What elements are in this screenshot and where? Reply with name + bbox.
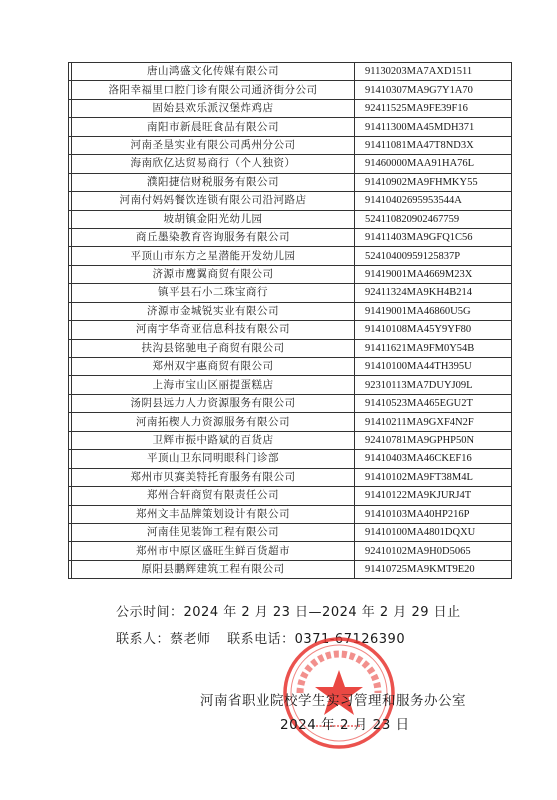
credit-code: 91410307MA9G7Y1A70 [355, 81, 512, 99]
credit-code: 91410403MA46CKEF16 [355, 450, 512, 468]
credit-code: 91410100MA4801DQXU [355, 523, 512, 541]
credit-code: 91411081MA47T8ND3X [355, 136, 512, 154]
credit-code: 91410402695953544A [355, 192, 512, 210]
table-row [69, 431, 512, 449]
company-name: 郑州合轩商贸有限责任公司 [72, 487, 355, 505]
credit-code: 92411324MA9KH4B214 [355, 284, 512, 302]
company-name: 平顶山市东方之星潜能开发幼儿园 [72, 247, 355, 265]
table-row [69, 265, 512, 283]
table-row [69, 505, 512, 523]
contact-person: 联系人：蔡老师 [116, 632, 211, 647]
table-row [69, 99, 512, 117]
credit-code: 52410400959125837P [355, 247, 512, 265]
table-row [69, 523, 512, 541]
table-row [69, 450, 512, 468]
table-row [69, 468, 512, 486]
table-row [69, 487, 512, 505]
credit-code: 91460000MAA91HA76L [355, 155, 512, 173]
credit-code: 91411621MA9FM0Y54B [355, 339, 512, 357]
company-name: 郑州双宇惠商贸有限公司 [72, 358, 355, 376]
table-row [69, 136, 512, 154]
table-row [69, 413, 512, 431]
credit-code: 91410122MA9KJURJ4T [355, 487, 512, 505]
credit-code: 91419001MA4669M23X [355, 265, 512, 283]
table-row [69, 339, 512, 357]
company-name: 坡胡镇金阳光幼儿园 [72, 210, 355, 228]
table-row [69, 81, 512, 99]
credit-code: 92411525MA9FE39F16 [355, 99, 512, 117]
table-row [69, 210, 512, 228]
table-row [69, 394, 512, 412]
table-row [69, 321, 512, 339]
credit-code: 91410108MA45Y9YF80 [355, 321, 512, 339]
company-name: 商丘墨染教育咨询服务有限公司 [72, 228, 355, 246]
table-row [69, 284, 512, 302]
company-table-body [69, 63, 512, 579]
credit-code: 92410102MA9H0D5065 [355, 542, 512, 560]
company-name: 南阳市新晨旺食品有限公司 [72, 118, 355, 136]
company-name: 原阳县鹏辉建筑工程有限公司 [72, 560, 355, 578]
table-row [69, 192, 512, 210]
company-name: 扶沟县铭驰电子商贸有限公司 [72, 339, 355, 357]
credit-code: 91411300MA45MDH371 [355, 118, 512, 136]
company-table [68, 62, 512, 579]
company-name: 济源市金城锐实业有限公司 [72, 302, 355, 320]
credit-code: 91410523MA465EGU2T [355, 394, 512, 412]
company-name: 唐山鸿盛文化传媒有限公司 [72, 63, 355, 81]
company-name: 郑州市中原区盛旺生鲜百货超市 [72, 542, 355, 560]
company-name: 河南佳见装饰工程有限公司 [72, 523, 355, 541]
publicity-period: 公示时间：2024 年 2 月 23 日—2024 年 2 月 29 日止 [116, 605, 461, 620]
table-row [69, 173, 512, 191]
company-name: 固始县欢乐派汉堡炸鸡店 [72, 99, 355, 117]
company-name: 河南付妈妈餐饮连锁有限公司沿河路店 [72, 192, 355, 210]
contact-phone: 联系电话：0371-67126390 [227, 632, 406, 647]
company-name: 上海市宝山区丽提蛋糕店 [72, 376, 355, 394]
issue-date: 2024 年 2 月 23 日 [280, 717, 410, 733]
credit-code: 91411403MA9GFQ1C56 [355, 228, 512, 246]
credit-code: 91130203MA7AXD1511 [355, 63, 512, 81]
company-name: 海南欣亿达贸易商行（个人独资） [72, 155, 355, 173]
credit-code: 91410100MA44TH395U [355, 358, 512, 376]
company-name: 卫辉市振中路斌的百货店 [72, 431, 355, 449]
issuing-office: 河南省职业院校学生实习管理和服务办公室 [200, 693, 466, 709]
table-row [69, 358, 512, 376]
table-row [69, 63, 512, 81]
company-name: 河南宇华奇亚信息科技有限公司 [72, 321, 355, 339]
credit-code: 91410902MA9FHMKY55 [355, 173, 512, 191]
company-name: 镇平县石小二珠宝商行 [72, 284, 355, 302]
table-row [69, 228, 512, 246]
company-name: 汤阴县远力人力资源服务有限公司 [72, 394, 355, 412]
credit-code: 91410725MA9KMT9E20 [355, 560, 512, 578]
credit-code: 91410211MA9GXF4N2F [355, 413, 512, 431]
table-row [69, 560, 512, 578]
company-name: 郑州文丰品牌策划设计有限公司 [72, 505, 355, 523]
credit-code: 91419001MA46860U5G [355, 302, 512, 320]
table-row [69, 118, 512, 136]
table-row [69, 542, 512, 560]
credit-code: 92310113MA7DUYJ09L [355, 376, 512, 394]
table-row [69, 155, 512, 173]
table-row [69, 376, 512, 394]
credit-code: 524110820902467759 [355, 210, 512, 228]
credit-code: 92410781MA9GPHP50N [355, 431, 512, 449]
table-row [69, 302, 512, 320]
company-name: 济源市鹰翼商贸有限公司 [72, 265, 355, 283]
credit-code: 91410102MA9FT38M4L [355, 468, 512, 486]
table-row [69, 247, 512, 265]
company-name: 河南拓楔人力资源服务有限公司 [72, 413, 355, 431]
company-name: 郑州市贝赛美特托育服务有限公司 [72, 468, 355, 486]
company-name: 濮阳捷信财税服务有限公司 [72, 173, 355, 191]
credit-code: 91410103MA40HP216P [355, 505, 512, 523]
company-name: 平顶山卫东同明眼科门诊部 [72, 450, 355, 468]
company-name: 洛阳幸福里口腔门诊有限公司通济街分公司 [72, 81, 355, 99]
company-name: 河南圣垦实业有限公司禹州分公司 [72, 136, 355, 154]
